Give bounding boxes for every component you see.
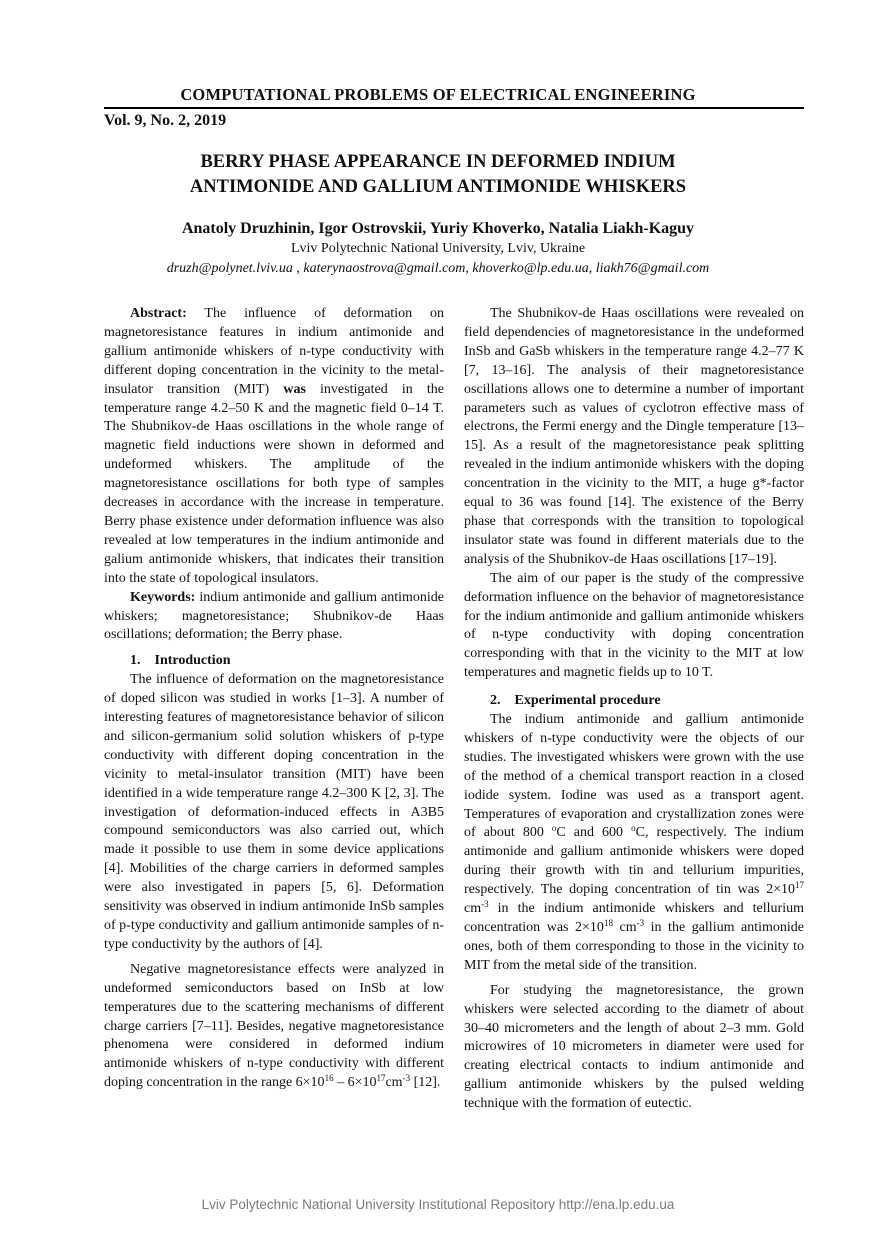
- author-list: Anatoly Druzhinin, Igor Ostrovskii, Yuriy Khoverko, Natalia Liakh-Kaguy: [181, 220, 695, 237]
- intro-p2-sup-1: 16: [324, 1073, 334, 1084]
- intro-p2-sup-3: -3: [402, 1073, 411, 1084]
- experimental-paragraph-1: [464, 711, 804, 976]
- abstract-text-2: investigated in the temperature range 4.2–50 K and the magnetic field 0–14 T. The Shubnikov-de Haas oscillations in the whole range of magnetic field inductions were shown in deformed and undeformed whiskers. The amplitude of the magnetoresistance oscillations for both type of samples decreases in accordance with the increase in temperature. Berry phase existence under deformation influence was also revealed at low temperatures in the indium antimonide and galium antimonide whiskers, that indicates their transition into the state of topological insulators.: [104, 381, 444, 586]
- exp-p1-text-c: C, respectively. The indium antimonide and gallium antimonide whiskers were doped during their growth with tin and tellurium impurities, respectively. The doping concentration of tin was 2×10: [464, 825, 804, 898]
- intro-p2-text-c: cm: [385, 1075, 403, 1091]
- keywords: [104, 589, 444, 646]
- title-line-2: ANTIMONIDE AND GALLIUM ANTIMONIDE WHISKERS: [189, 177, 687, 197]
- section-heading-experimental: 2. Experimental procedure: [490, 693, 661, 709]
- intro-p2-text-d: [12].: [410, 1075, 441, 1091]
- abstract-bold-word: was: [283, 381, 306, 397]
- paper-title: [0, 150, 876, 200]
- title-line-1: BERRY PHASE APPEARANCE IN DEFORMED INDIUM: [200, 152, 676, 172]
- left-column: [104, 305, 444, 1093]
- exp-p1-text-f: cm: [612, 920, 637, 935]
- intro-p2-text-a: Negative magnetoresistance effects were analyzed in undeformed semiconductors based on InSb at low temperatures due to the scattering mechanisms of different charge carriers [7–11]. Besides, negative magnetoresistance phenomena were considered in deformed indium antimonide whiskers of n-type conductivity with different doping concentration in the range 6×10: [104, 961, 444, 1091]
- intro-p2-text-b: – 6×10: [333, 1075, 377, 1091]
- abstract: [104, 305, 444, 589]
- repository-footer: Lviv Polytechnic National University Institutional Repository http://ena.lp.edu.ua: [201, 1197, 675, 1212]
- right-paragraph-1: The Shubnikov-de Haas oscillations were revealed on field dependencies of magnetoresistance in the undeformed InSb and GaSb whiskers in the temperature range 4.2–77 K [7, 13–16]. The analysis of their magnetoresistance oscillations allows one to determine a number of important parameters such as values of cyclotron effective mass of electrons, the Fermi energy and the Dingle temperature [13–15]. As a result of the magnetoresistance peak splitting revealed in the indium antimonide whiskers with the doping concentration in the vicinity to the MIT, a huge g*-factor equal to 36 was found [14]. The existence of the Berry phase that corresponds with the transition to topological insulator state was found in different materials due to the analysis of the Shubnikov-de Haas oscillations [17–19].: [464, 306, 804, 567]
- keywords-label: Keywords:: [130, 589, 196, 605]
- exp-p1-text-b: C and 600: [556, 825, 632, 841]
- journal-name: COMPUTATIONAL PROBLEMS OF ELECTRICAL ENGINEERING: [180, 85, 696, 104]
- exp-p1-sup-degree-2: o: [631, 823, 636, 834]
- section-heading-introduction: 1. Introduction: [130, 653, 231, 669]
- intro-paragraph-2: [104, 961, 444, 1093]
- exp-p1-sup-minus3-a: -3: [481, 899, 489, 910]
- experimental-paragraph-2: For studying the magnetoresistance, the grown whiskers were selected according to the diametr of about 30–40 micrometers and the length of about 2–3 mm. Gold microwires of 10 micrometers in diameter were used for creating electrical contacts to indium antimonide and gallium antimonide whiskers by the pulsed welding technique with the formation of eutectic.: [464, 982, 804, 1112]
- affiliation: Lviv Polytechnic National University, Lviv, Ukraine: [290, 241, 586, 256]
- exp-p1-text-a: The indium antimonide and gallium antimonide whiskers of n-type conductivity were the objects of our studies. The investigated whiskers were grown with the use of the method of a chemical transport reaction in a closed iodide system. Iodine was used as a transport agent. Temperatures of evaporation and crystallization zones were of about 800: [464, 712, 804, 841]
- keywords-text: indium antimonide and gallium antimonide whiskers; magnetoresistance; Shubnikov-de Haas oscillations; deformation; the Berry phase.: [104, 589, 444, 643]
- exp-p1-text-g: in the gallium antimonide ones, both of them corresponding to those in the vicinity to MIT from the metal side of the transition.: [464, 920, 804, 973]
- exp-p1-sup-minus3-b: -3: [636, 918, 645, 928]
- abstract-label: Abstract:: [130, 306, 187, 321]
- intro-p2-sup-2: 17: [376, 1073, 386, 1084]
- exp-p1-text-e: in the indium antimonide whiskers and tellurium concentration was 2×10: [464, 901, 804, 935]
- header-rule: [104, 107, 804, 109]
- exp-p1-sup-18: 18: [603, 918, 613, 928]
- author-emails: druzh@polynet.lviv.ua , katerynaostrova@gmail.com, khoverko@lp.edu.ua, liakh76@gmail.com: [166, 261, 710, 276]
- right-column: [464, 305, 804, 1114]
- right-paragraph-2: The aim of our paper is the study of the compressive deformation influence on the behavior of magnetoresistance for the indium antimonide and gallium antimonide whiskers of n-type conductivity with doping concentration corresponding with that in the vicinity to the MIT at low temperatures and magnetic fields up to 10 T.: [464, 570, 804, 681]
- exp-p1-sup-17: 17: [795, 880, 804, 891]
- intro-paragraph-1: The influence of deformation on the magnetoresistance of doped silicon was studied in works [1–3]. A number of interesting features of magnetoresistance behavior of silicon and silicon-germanium solid solution whiskers of p-type conductivity with different doping concentration in the vicinity to metal-insulator transition (MIT) have been identified in a wide temperature range 4.2–300 K [2, 3]. The investigation of deformation-induced effects in A3B5 compound semiconductors was also carried out, which made it possible to use them in some device applications [4]. Mobilities of the charge carriers in deformed samples were also investigated in papers [5, 6]. Deformation sensitivity was observed in indium antimonide InSb samples of p-type conductivity and gallium antimonide samples of n-type conductivity by the authors of [4].: [104, 672, 444, 952]
- volume-info: Vol. 9, No. 2, 2019: [104, 112, 227, 129]
- abstract-text-1: The influence of deformation on magnetoresistance features in indium antimonide and gallium antimonide whiskers of n-type conductivity with different doping concentration in the vicinity to the metal-insulator transition (MIT): [104, 306, 444, 397]
- exp-p1-sup-degree-1: o: [551, 823, 557, 834]
- exp-p1-text-d: cm: [464, 901, 482, 917]
